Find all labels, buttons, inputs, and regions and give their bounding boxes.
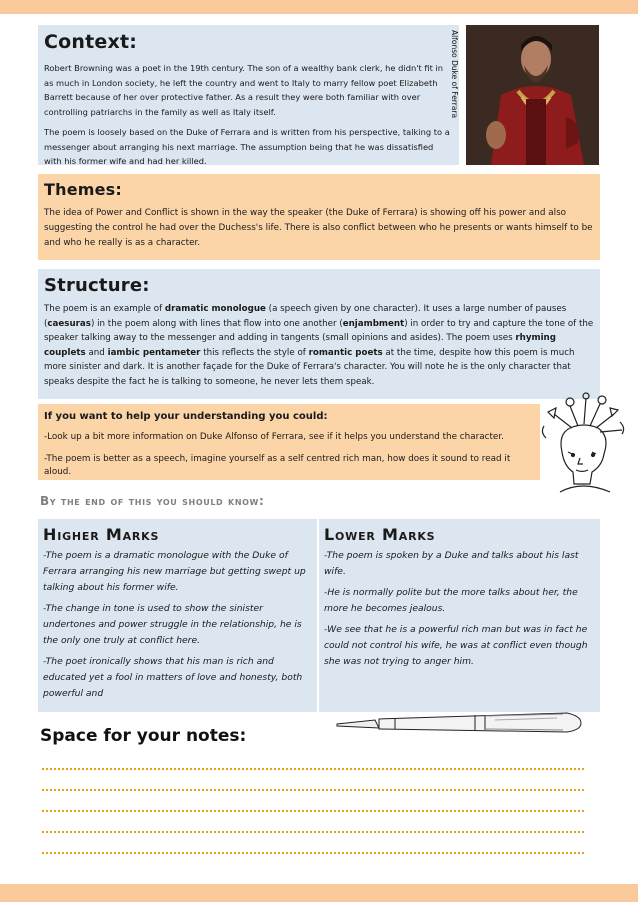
term-enjambment: enjambment bbox=[342, 318, 405, 329]
structure-text-6: this reflects the style of bbox=[200, 347, 309, 358]
higher-marks-item: -The poet ironically shows that his man is rich and educated yet a fool in matters of love and honesty, both powerful and bbox=[43, 656, 303, 699]
lower-marks-item: -He is normally polite but the more talks about her, the more he becomes jealous. bbox=[324, 587, 578, 614]
notes-title: Space for your notes: bbox=[40, 726, 247, 746]
structure-text-5: and bbox=[85, 347, 108, 358]
context-title: Context: bbox=[44, 31, 138, 53]
lower-marks-panel bbox=[319, 519, 600, 712]
fountain-pen-sketch-icon bbox=[335, 708, 585, 738]
know-heading: By the end of this you should know: bbox=[40, 494, 265, 508]
lower-marks-item: -The poem is spoken by a Duke and talks about his last wife. bbox=[324, 550, 579, 577]
term-rhyming-couplets: rhyming couplets bbox=[44, 333, 556, 358]
structure-text-2: (a speech given by one character). It uses a large number of pauses ( bbox=[44, 304, 567, 329]
exploding-head-sketch-icon bbox=[540, 392, 628, 498]
context-paragraph-2: The poem is loosely based on the Duke of Ferrara and is written from his perspective, talking to a messenger about arranging his next marriage. The assumption being that he was dissatisfied with his former wife and had her killed. bbox=[44, 127, 450, 166]
note-line[interactable] bbox=[42, 768, 584, 770]
understanding-item-2: -The poem is better as a speech, imagine yourself as a self centred rich man, how does it sound to read it aloud. bbox=[44, 454, 511, 477]
higher-marks-title: Higher Marks bbox=[43, 525, 160, 544]
note-line[interactable] bbox=[42, 831, 584, 833]
themes-panel bbox=[38, 174, 600, 260]
structure-text-4: ) in order to try and capture the tone of the speaker talking away to the messenger and adding in tangents (small opinions and asides). The poem uses bbox=[44, 318, 594, 344]
note-line[interactable] bbox=[42, 852, 584, 854]
note-line[interactable] bbox=[42, 789, 584, 791]
higher-marks-item: -The poem is a dramatic monologue with the Duke of Ferrara arranging his new marriage but getting swept up talking about his former wife. bbox=[43, 550, 306, 593]
structure-panel bbox=[38, 269, 600, 399]
portrait-caption: Alfonso Duke of Ferrara bbox=[450, 30, 459, 119]
understanding-title: If you want to help your understanding you could: bbox=[44, 411, 328, 422]
term-romantic-poets: romantic poets bbox=[308, 347, 383, 358]
lower-marks-item: -We see that he is a powerful rich man but was in fact he could not control his wife, he was at conflict even though she was not trying to anger him. bbox=[324, 624, 588, 667]
bottom-accent-bar bbox=[0, 884, 638, 902]
duke-portrait-image bbox=[466, 25, 599, 165]
structure-text-3: ) in the poem along with lines that flow into one another ( bbox=[90, 318, 343, 329]
context-panel bbox=[38, 25, 459, 165]
higher-marks-panel bbox=[38, 519, 317, 712]
note-line[interactable] bbox=[42, 810, 584, 812]
lower-marks-title: Lower Marks bbox=[324, 525, 436, 544]
structure-text-7: at the time, despite how this poem is much more sinister and dark. It is another façade for the Duke of Ferrara's character. You will note he is the only character that speaks despite the fact he is talking to someone, he never lets them speak. bbox=[44, 347, 575, 387]
term-iambic-pentameter: iambic pentameter bbox=[107, 347, 201, 358]
understanding-item-1: -Look up a bit more information on Duke Alfonso of Ferrara, see if it helps you understand the character. bbox=[44, 432, 504, 442]
higher-marks-item: -The change in tone is used to show the sinister undertones and power struggle in the relationship, he is the only one truly at conflict here. bbox=[43, 603, 302, 646]
themes-text: The idea of Power and Conflict is shown in the way the speaker (the Duke of Ferrara) is showing off his power and also suggesting the control he had over the Duchess's life. There is also conflict between who he presents or wants himself to be and who he really is as a character. bbox=[44, 208, 593, 248]
structure-text bbox=[44, 302, 594, 390]
context-paragraph-1: Robert Browning was a poet in the 19th century. The son of a wealthy bank clerk, he didn't fit in as much in London society, he left the country and went to Italy to marry fellow poet Elizabeth Barrett because of her over protective father. As a result they were both familiar with over controlling patriarchs in the family as well as Italy itself. bbox=[44, 63, 444, 117]
term-caesuras: caesuras bbox=[47, 318, 91, 329]
top-accent-bar bbox=[0, 0, 638, 14]
understanding-panel bbox=[38, 404, 540, 480]
themes-title: Themes: bbox=[44, 180, 123, 199]
term-dramatic-monologue: dramatic monologue bbox=[164, 304, 266, 314]
structure-title: Structure: bbox=[44, 275, 150, 296]
structure-text-1: The poem is an example of bbox=[44, 304, 165, 314]
